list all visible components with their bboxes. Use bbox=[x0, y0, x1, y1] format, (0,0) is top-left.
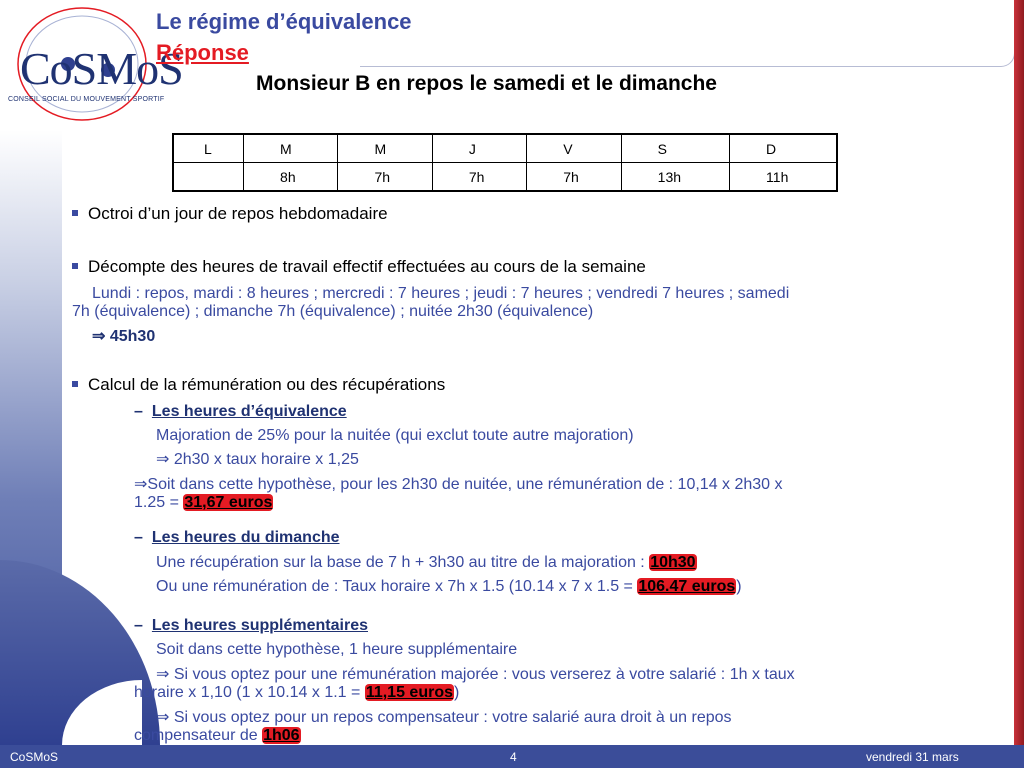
slide-subtitle: Réponse bbox=[156, 40, 249, 65]
table-cell: J bbox=[432, 134, 526, 163]
highlight-result: 106.47 euros bbox=[638, 578, 736, 595]
equivalence-line-2 bbox=[156, 451, 359, 469]
table-cell: 7h bbox=[338, 163, 432, 192]
table-cell bbox=[173, 163, 244, 192]
highlight-result: 31,67 euros bbox=[184, 494, 273, 511]
equivalence-line-3a bbox=[134, 476, 783, 494]
bullet-calculation bbox=[72, 375, 445, 395]
table-cell: M bbox=[338, 134, 432, 163]
bullet-square-icon bbox=[72, 210, 78, 216]
overtime-line-3b bbox=[134, 727, 301, 745]
implies-arrow-icon: ⇒ bbox=[156, 451, 174, 468]
table-header-row bbox=[173, 134, 837, 163]
line-text: ) bbox=[736, 578, 742, 595]
table-cell: S bbox=[621, 134, 729, 163]
highlight-result: 11,15 euros bbox=[365, 684, 453, 701]
line-text: Une récupération sur la base de 7 h + 3h30 au titre de la majoration : bbox=[156, 554, 650, 571]
hours-detail-line-2: 7h (équivalence) ; dimanche 7h (équivalence) ; nuitée 2h30 (équivalence) bbox=[72, 303, 594, 320]
section-title-text: Les heures supplémentaires bbox=[151, 617, 368, 634]
table-cell: M bbox=[244, 134, 338, 163]
line-text: compensateur de bbox=[134, 727, 263, 744]
footer-page-number: 4 bbox=[510, 750, 517, 764]
section-title-text: Les heures d’équivalence bbox=[151, 403, 347, 420]
right-accent-bar bbox=[1014, 0, 1024, 745]
line-text: Si vous optez pour un repos compensateur : votre salarié aura droit à un repos bbox=[173, 709, 732, 726]
equivalence-line-1: Majoration de 25% pour la nuitée (qui exclut toute autre majoration) bbox=[156, 427, 634, 444]
table-row bbox=[173, 163, 837, 192]
table-cell: V bbox=[527, 134, 621, 163]
logo-subtitle: CONSEIL SOCIAL DU MOUVEMENT SPORTIF bbox=[8, 96, 165, 103]
bullet-text: Calcul de la rémunération ou des récupérations bbox=[88, 375, 446, 394]
slide-heading: Monsieur B en repos le samedi et le dimanche bbox=[256, 72, 717, 95]
slide-title: Le régime d’équivalence bbox=[156, 9, 412, 34]
line-text: 1.25 = bbox=[134, 494, 184, 511]
implies-arrow-icon: ⇒ bbox=[92, 328, 110, 345]
highlight-result: 1h06 bbox=[263, 727, 300, 744]
implies-arrow-icon: ⇒ bbox=[156, 709, 174, 726]
bullet-square-icon bbox=[72, 263, 78, 269]
bullet-weekly-rest bbox=[72, 204, 388, 224]
sunday-line-1 bbox=[156, 554, 697, 572]
overtime-line-1: Soit dans cette hypothèse, 1 heure supplémentaire bbox=[156, 641, 518, 658]
section-title-text: Les heures du dimanche bbox=[151, 529, 340, 546]
bullet-hours-count bbox=[72, 257, 646, 277]
dash-marker: – bbox=[134, 617, 143, 634]
dash-marker: – bbox=[134, 529, 143, 546]
bullet-text: Décompte des heures de travail effectif effectuées au cours de la semaine bbox=[88, 257, 646, 276]
dash-marker: – bbox=[134, 403, 143, 420]
bullet-square-icon bbox=[72, 381, 78, 387]
overtime-line-2a bbox=[156, 666, 795, 684]
table-cell: D bbox=[730, 134, 837, 163]
implies-arrow-icon: ⇒ bbox=[156, 666, 174, 683]
line-text: Ou une rémunération de : Taux horaire x 7h x 1.5 (10.14 x 7 x 1.5 = bbox=[156, 578, 638, 595]
equivalence-line-3b bbox=[134, 494, 273, 512]
table-cell: 7h bbox=[432, 163, 526, 192]
hours-total bbox=[92, 328, 155, 346]
table-cell: 13h bbox=[621, 163, 729, 192]
section-overtime-title bbox=[134, 617, 368, 635]
cosmos-logo bbox=[4, 2, 183, 128]
line-text: Si vous optez pour une rémunération majorée : vous verserez à votre salarié : 1h x taux bbox=[173, 666, 795, 683]
overtime-line-2b bbox=[134, 684, 459, 702]
overtime-line-3a bbox=[156, 709, 732, 727]
footer-brand: CoSMoS bbox=[10, 750, 59, 764]
implies-arrow-icon: ⇒ bbox=[134, 476, 148, 493]
line-text: Soit dans cette hypothèse, pour les 2h30 de nuitée, une rémunération de : 10,14 x 2h30 x bbox=[147, 476, 783, 493]
footer-date: vendredi 31 mars bbox=[866, 750, 959, 764]
table-cell: 7h bbox=[527, 163, 621, 192]
line-text: ) bbox=[453, 684, 460, 701]
bullet-text: Octroi d’un jour de repos hebdomadaire bbox=[88, 204, 388, 223]
sunday-line-2 bbox=[156, 578, 742, 596]
hours-total-value: 45h30 bbox=[109, 328, 156, 345]
table-cell: L bbox=[173, 134, 244, 163]
section-sunday-title bbox=[134, 529, 340, 547]
hours-detail-line-1: Lundi : repos, mardi : 8 heures ; mercredi : 7 heures ; jeudi : 7 heures ; vendredi 7 heures ; samedi bbox=[92, 285, 790, 302]
table-cell: 8h bbox=[244, 163, 338, 192]
section-equivalence-title bbox=[134, 403, 347, 421]
line-text: 2h30 x taux horaire x 1,25 bbox=[173, 451, 359, 468]
slide-footer bbox=[0, 745, 1024, 768]
table-cell: 11h bbox=[730, 163, 837, 192]
week-hours-table bbox=[172, 133, 838, 192]
logo-wordmark: CoSMoS bbox=[20, 43, 183, 94]
line-text: horaire x 1,10 (1 x 10.14 x 1.1 = bbox=[134, 684, 365, 701]
header-frame bbox=[360, 0, 1015, 67]
highlight-result: 10h30 bbox=[650, 554, 696, 571]
